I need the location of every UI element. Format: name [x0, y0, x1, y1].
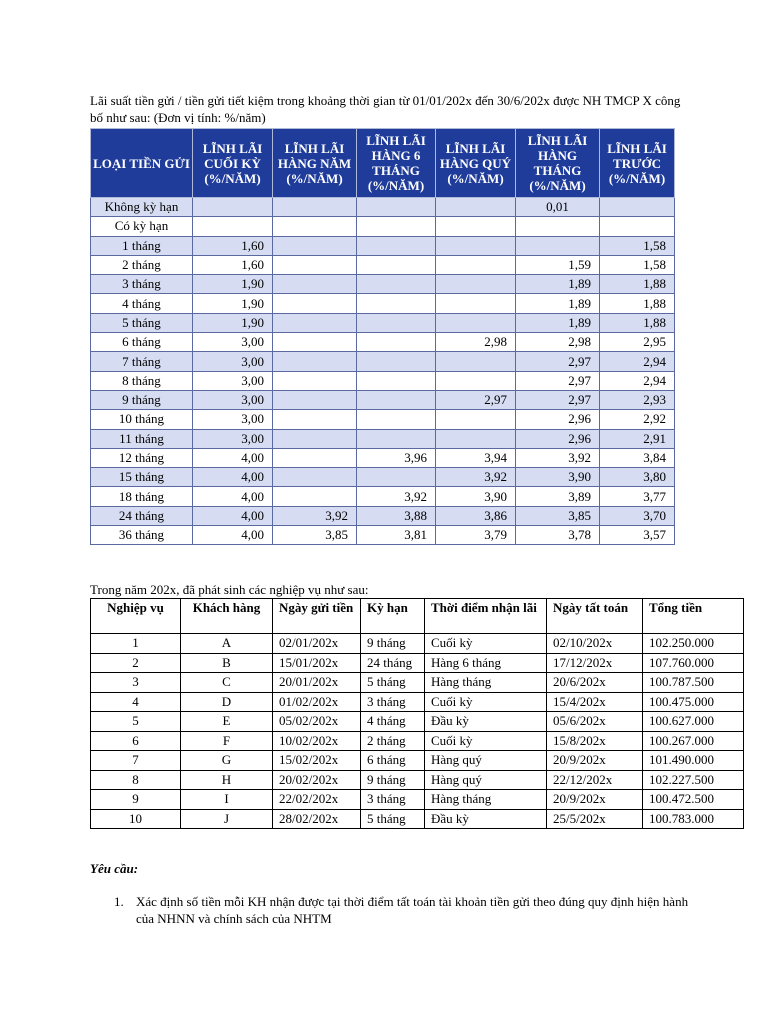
rate-row [91, 448, 675, 467]
transactions-cell: 100.472.500 [643, 790, 744, 810]
rate-value-cell [600, 217, 675, 236]
rate-value-cell: 2,95 [600, 333, 675, 352]
rate-value-cell: 1,58 [600, 236, 675, 255]
transactions-header-cell: Ngày gửi tiền [273, 599, 361, 634]
transactions-cell: 15/02/202x [273, 751, 361, 771]
table-row [91, 634, 744, 654]
transactions-table [90, 598, 744, 829]
transactions-cell: Đầu kỳ [425, 809, 547, 829]
rate-term-cell: 11 tháng [91, 429, 193, 448]
interest-rate-table [90, 128, 675, 545]
rate-value-cell [436, 429, 516, 448]
rate-term-cell: Không kỳ hạn [91, 198, 193, 217]
rate-row [91, 371, 675, 390]
rate-value-cell [273, 236, 357, 255]
rate-value-cell: 2,98 [436, 333, 516, 352]
rate-value-cell: 2,91 [600, 429, 675, 448]
rate-value-cell [357, 371, 436, 390]
rate-row [91, 390, 675, 409]
table-row [91, 673, 744, 693]
transactions-cell: 10/02/202x [273, 731, 361, 751]
rate-value-cell [357, 333, 436, 352]
rate-value-cell [436, 352, 516, 371]
table-row [91, 809, 744, 829]
rate-value-cell: 3,00 [193, 371, 273, 390]
rate-value-cell [436, 236, 516, 255]
transactions-cell: 107.760.000 [643, 653, 744, 673]
transactions-cell: 25/5/202x [547, 809, 643, 829]
transactions-cell: 102.250.000 [643, 634, 744, 654]
transactions-cell: 7 [91, 751, 181, 771]
rate-value-cell: 1,60 [193, 236, 273, 255]
rate-value-cell: 1,90 [193, 313, 273, 332]
rate-value-cell: 3,57 [600, 526, 675, 545]
transactions-cell: J [181, 809, 273, 829]
rate-value-cell: 3,70 [600, 506, 675, 525]
rate-value-cell: 2,94 [600, 371, 675, 390]
transactions-cell: 22/02/202x [273, 790, 361, 810]
rate-value-cell: 3,00 [193, 410, 273, 429]
rate-value-cell: 3,92 [516, 448, 600, 467]
rate-value-cell [436, 217, 516, 236]
rate-term-cell: 1 tháng [91, 236, 193, 255]
transactions-cell: 100.783.000 [643, 809, 744, 829]
rate-value-cell: 3,89 [516, 487, 600, 506]
rate-term-cell: 10 tháng [91, 410, 193, 429]
transactions-cell: 5 tháng [361, 809, 425, 829]
rate-value-cell: 3,81 [357, 526, 436, 545]
transactions-cell: 3 tháng [361, 790, 425, 810]
transactions-cell: 100.787.500 [643, 673, 744, 693]
rate-value-cell [273, 390, 357, 409]
rate-value-cell: 3,00 [193, 333, 273, 352]
rate-value-cell: 4,00 [193, 487, 273, 506]
rate-header-cell: LĨNH LÃI HÀNG QUÝ (%/NĂM) [436, 129, 516, 198]
rate-value-cell: 1,88 [600, 313, 675, 332]
rate-value-cell: 4,00 [193, 506, 273, 525]
rate-value-cell [357, 410, 436, 429]
rate-value-cell: 2,93 [600, 390, 675, 409]
transactions-cell: 5 [91, 712, 181, 732]
rate-term-cell: 7 tháng [91, 352, 193, 371]
rate-value-cell [516, 217, 600, 236]
rate-value-cell: 2,92 [600, 410, 675, 429]
requirement-text: Xác định số tiền mỗi KH nhận được tại thời điểm tất toán tài khoản tiền gửi theo đúng quy định hiện hành của NHNN và chính sách của NHTM [136, 894, 689, 926]
transactions-cell: Cuối kỳ [425, 634, 547, 654]
rate-value-cell [273, 429, 357, 448]
table-row [91, 790, 744, 810]
transactions-cell: 20/6/202x [547, 673, 643, 693]
transactions-cell: 20/01/202x [273, 673, 361, 693]
rate-term-cell: 15 tháng [91, 468, 193, 487]
transactions-cell: Cuối kỳ [425, 692, 547, 712]
transactions-header-cell: Nghiệp vụ [91, 599, 181, 634]
transactions-cell: 100.627.000 [643, 712, 744, 732]
rate-value-cell [273, 255, 357, 274]
rate-value-cell [357, 313, 436, 332]
rate-value-cell: 3,00 [193, 390, 273, 409]
rate-value-cell [273, 487, 357, 506]
transactions-cell: 101.490.000 [643, 751, 744, 771]
rate-value-cell: 3,92 [357, 487, 436, 506]
transactions-intro: Trong năm 202x, đã phát sinh các nghiệp vụ như sau: [90, 582, 369, 597]
rate-value-cell: 1,89 [516, 294, 600, 313]
rate-term-cell: 4 tháng [91, 294, 193, 313]
transactions-cell: D [181, 692, 273, 712]
rate-value-cell: 1,90 [193, 294, 273, 313]
transactions-cell: 8 [91, 770, 181, 790]
rate-value-cell: 2,94 [600, 352, 675, 371]
transactions-cell: Hàng tháng [425, 673, 547, 693]
requirement-number: 1. [114, 894, 124, 909]
transactions-cell: 17/12/202x [547, 653, 643, 673]
transactions-cell: 2 [91, 653, 181, 673]
rate-value-cell: 3,85 [516, 506, 600, 525]
rate-value-cell [436, 198, 516, 217]
rate-value-cell [273, 217, 357, 236]
rate-row [91, 352, 675, 371]
transactions-cell: 10 [91, 809, 181, 829]
transactions-cell: 100.267.000 [643, 731, 744, 751]
rate-term-cell: Có kỳ hạn [91, 217, 193, 236]
transactions-cell: 20/02/202x [273, 770, 361, 790]
rate-value-cell: 3,85 [273, 526, 357, 545]
transactions-cell: G [181, 751, 273, 771]
transactions-cell: 102.227.500 [643, 770, 744, 790]
rate-value-cell [357, 294, 436, 313]
rate-value-cell: 1,88 [600, 275, 675, 294]
rate-value-cell [273, 313, 357, 332]
rate-value-cell: 3,88 [357, 506, 436, 525]
transactions-header-cell: Ngày tất toán [547, 599, 643, 634]
transactions-header-cell: Khách hàng [181, 599, 273, 634]
rate-value-cell [436, 275, 516, 294]
transactions-header-cell: Tổng tiền [643, 599, 744, 634]
transactions-header-cell: Thời điểm nhận lãi [425, 599, 547, 634]
rate-value-cell [273, 448, 357, 467]
rate-value-cell: 4,00 [193, 448, 273, 467]
rate-value-cell [357, 255, 436, 274]
rate-value-cell: 1,60 [193, 255, 273, 274]
table-row [91, 712, 744, 732]
rate-value-cell: 2,97 [516, 390, 600, 409]
rate-row [91, 526, 675, 545]
rate-value-cell [357, 468, 436, 487]
transactions-cell: 1 [91, 634, 181, 654]
rate-table-header-row [91, 129, 675, 198]
transactions-cell: F [181, 731, 273, 751]
table-row [91, 751, 744, 771]
rate-row [91, 468, 675, 487]
rate-value-cell [436, 410, 516, 429]
rate-value-cell: 1,88 [600, 294, 675, 313]
transactions-cell: 3 [91, 673, 181, 693]
rate-value-cell: 3,96 [357, 448, 436, 467]
rate-value-cell: 1,89 [516, 313, 600, 332]
transactions-cell: 02/01/202x [273, 634, 361, 654]
rate-value-cell: 4,00 [193, 468, 273, 487]
rate-value-cell: 3,92 [273, 506, 357, 525]
table-row [91, 653, 744, 673]
rate-term-cell: 8 tháng [91, 371, 193, 390]
rate-value-cell: 1,90 [193, 275, 273, 294]
rate-row [91, 255, 675, 274]
rate-value-cell: 2,97 [516, 371, 600, 390]
transactions-cell: 15/01/202x [273, 653, 361, 673]
rate-header-cell: LOẠI TIỀN GỬI [91, 129, 193, 198]
rate-row [91, 313, 675, 332]
transactions-cell: 4 [91, 692, 181, 712]
rate-row [91, 487, 675, 506]
rate-value-cell: 3,90 [516, 468, 600, 487]
rate-value-cell: 3,86 [436, 506, 516, 525]
rate-header-cell: LĨNH LÃI HÀNG NĂM (%/NĂM) [273, 129, 357, 198]
rate-value-cell: 4,00 [193, 526, 273, 545]
rate-value-cell: 3,94 [436, 448, 516, 467]
rate-row [91, 410, 675, 429]
requirements-heading: Yêu cầu: [90, 861, 139, 876]
rate-row [91, 429, 675, 448]
rate-value-cell [436, 294, 516, 313]
rate-value-cell [193, 217, 273, 236]
rate-value-cell: 3,92 [436, 468, 516, 487]
rate-row [91, 236, 675, 255]
transactions-cell: Cuối kỳ [425, 731, 547, 751]
rate-term-cell: 2 tháng [91, 255, 193, 274]
rate-value-cell [273, 410, 357, 429]
transactions-cell: I [181, 790, 273, 810]
rate-value-cell: 0,01 [516, 198, 600, 217]
transactions-cell: 05/6/202x [547, 712, 643, 732]
transactions-cell: 05/02/202x [273, 712, 361, 732]
rate-value-cell: 2,98 [516, 333, 600, 352]
rate-value-cell: 2,97 [516, 352, 600, 371]
transactions-cell: A [181, 634, 273, 654]
transactions-cell: 100.475.000 [643, 692, 744, 712]
rate-value-cell: 3,90 [436, 487, 516, 506]
rate-value-cell [273, 198, 357, 217]
rate-term-cell: 12 tháng [91, 448, 193, 467]
transactions-cell: 22/12/202x [547, 770, 643, 790]
rate-value-cell [357, 352, 436, 371]
rate-value-cell: 3,00 [193, 352, 273, 371]
transactions-cell: Hàng quý [425, 751, 547, 771]
transactions-cell: 20/9/202x [547, 751, 643, 771]
rate-value-cell [357, 390, 436, 409]
transactions-cell: 15/4/202x [547, 692, 643, 712]
transactions-cell: 4 tháng [361, 712, 425, 732]
rate-value-cell [193, 198, 273, 217]
rate-header-cell: LĨNH LÃI HÀNG THÁNG (%/NĂM) [516, 129, 600, 198]
transactions-cell: 9 tháng [361, 770, 425, 790]
rate-value-cell: 1,58 [600, 255, 675, 274]
transactions-cell: 02/10/202x [547, 634, 643, 654]
transactions-cell: Hàng 6 tháng [425, 653, 547, 673]
rate-value-cell [516, 236, 600, 255]
rate-value-cell: 2,96 [516, 429, 600, 448]
rate-value-cell [273, 275, 357, 294]
table-row [91, 731, 744, 751]
intro-paragraph: Lãi suất tiền gửi / tiền gửi tiết kiệm trong khoảng thời gian từ 01/01/202x đến 30/6/202x được NH TMCP X công bố như sau: (Đơn vị tính: %/năm) [90, 93, 681, 125]
transactions-cell: 28/02/202x [273, 809, 361, 829]
transactions-cell: C [181, 673, 273, 693]
rate-value-cell: 3,00 [193, 429, 273, 448]
rate-term-cell: 9 tháng [91, 390, 193, 409]
transactions-header-row [91, 599, 744, 634]
transactions-cell: B [181, 653, 273, 673]
transactions-cell: 5 tháng [361, 673, 425, 693]
transactions-cell: 9 [91, 790, 181, 810]
rate-term-cell: 5 tháng [91, 313, 193, 332]
rate-value-cell: 1,89 [516, 275, 600, 294]
transactions-header-cell: Kỳ hạn [361, 599, 425, 634]
transactions-cell: H [181, 770, 273, 790]
rate-value-cell [273, 294, 357, 313]
rate-value-cell [273, 371, 357, 390]
transactions-cell: 01/02/202x [273, 692, 361, 712]
transactions-cell: 9 tháng [361, 634, 425, 654]
rate-value-cell [357, 275, 436, 294]
rate-value-cell [436, 371, 516, 390]
rate-value-cell [273, 333, 357, 352]
rate-term-cell: 6 tháng [91, 333, 193, 352]
rate-value-cell [273, 352, 357, 371]
transactions-cell: E [181, 712, 273, 732]
rate-row [91, 275, 675, 294]
rate-value-cell [357, 429, 436, 448]
rate-value-cell: 3,80 [600, 468, 675, 487]
transactions-cell: 3 tháng [361, 692, 425, 712]
rate-value-cell: 3,78 [516, 526, 600, 545]
rate-header-cell: LĨNH LÃI HÀNG 6 THÁNG (%/NĂM) [357, 129, 436, 198]
rate-value-cell [357, 198, 436, 217]
rate-term-cell: 18 tháng [91, 487, 193, 506]
rate-value-cell [357, 236, 436, 255]
rate-value-cell [436, 255, 516, 274]
rate-value-cell [357, 217, 436, 236]
rate-value-cell [273, 468, 357, 487]
rate-row [91, 198, 675, 217]
table-row [91, 692, 744, 712]
rate-value-cell: 2,97 [436, 390, 516, 409]
rate-value-cell: 3,77 [600, 487, 675, 506]
rate-value-cell [600, 198, 675, 217]
rate-row [91, 333, 675, 352]
rate-value-cell: 1,59 [516, 255, 600, 274]
rate-value-cell [436, 313, 516, 332]
rate-row [91, 217, 675, 236]
rate-term-cell: 24 tháng [91, 506, 193, 525]
transactions-cell: 6 tháng [361, 751, 425, 771]
rate-value-cell: 3,84 [600, 448, 675, 467]
rate-header-cell: LĨNH LÃI TRƯỚC (%/NĂM) [600, 129, 675, 198]
rate-value-cell: 2,96 [516, 410, 600, 429]
transactions-cell: 6 [91, 731, 181, 751]
rate-row [91, 294, 675, 313]
transactions-cell: 24 tháng [361, 653, 425, 673]
rate-value-cell: 3,79 [436, 526, 516, 545]
transactions-cell: Đầu kỳ [425, 712, 547, 732]
rate-row [91, 506, 675, 525]
rate-header-cell: LĨNH LÃI CUỐI KỲ (%/NĂM) [193, 129, 273, 198]
table-row [91, 770, 744, 790]
transactions-cell: 20/9/202x [547, 790, 643, 810]
transactions-cell: Hàng tháng [425, 790, 547, 810]
rate-term-cell: 36 tháng [91, 526, 193, 545]
rate-term-cell: 3 tháng [91, 275, 193, 294]
transactions-cell: 15/8/202x [547, 731, 643, 751]
transactions-cell: 2 tháng [361, 731, 425, 751]
transactions-cell: Hàng quý [425, 770, 547, 790]
